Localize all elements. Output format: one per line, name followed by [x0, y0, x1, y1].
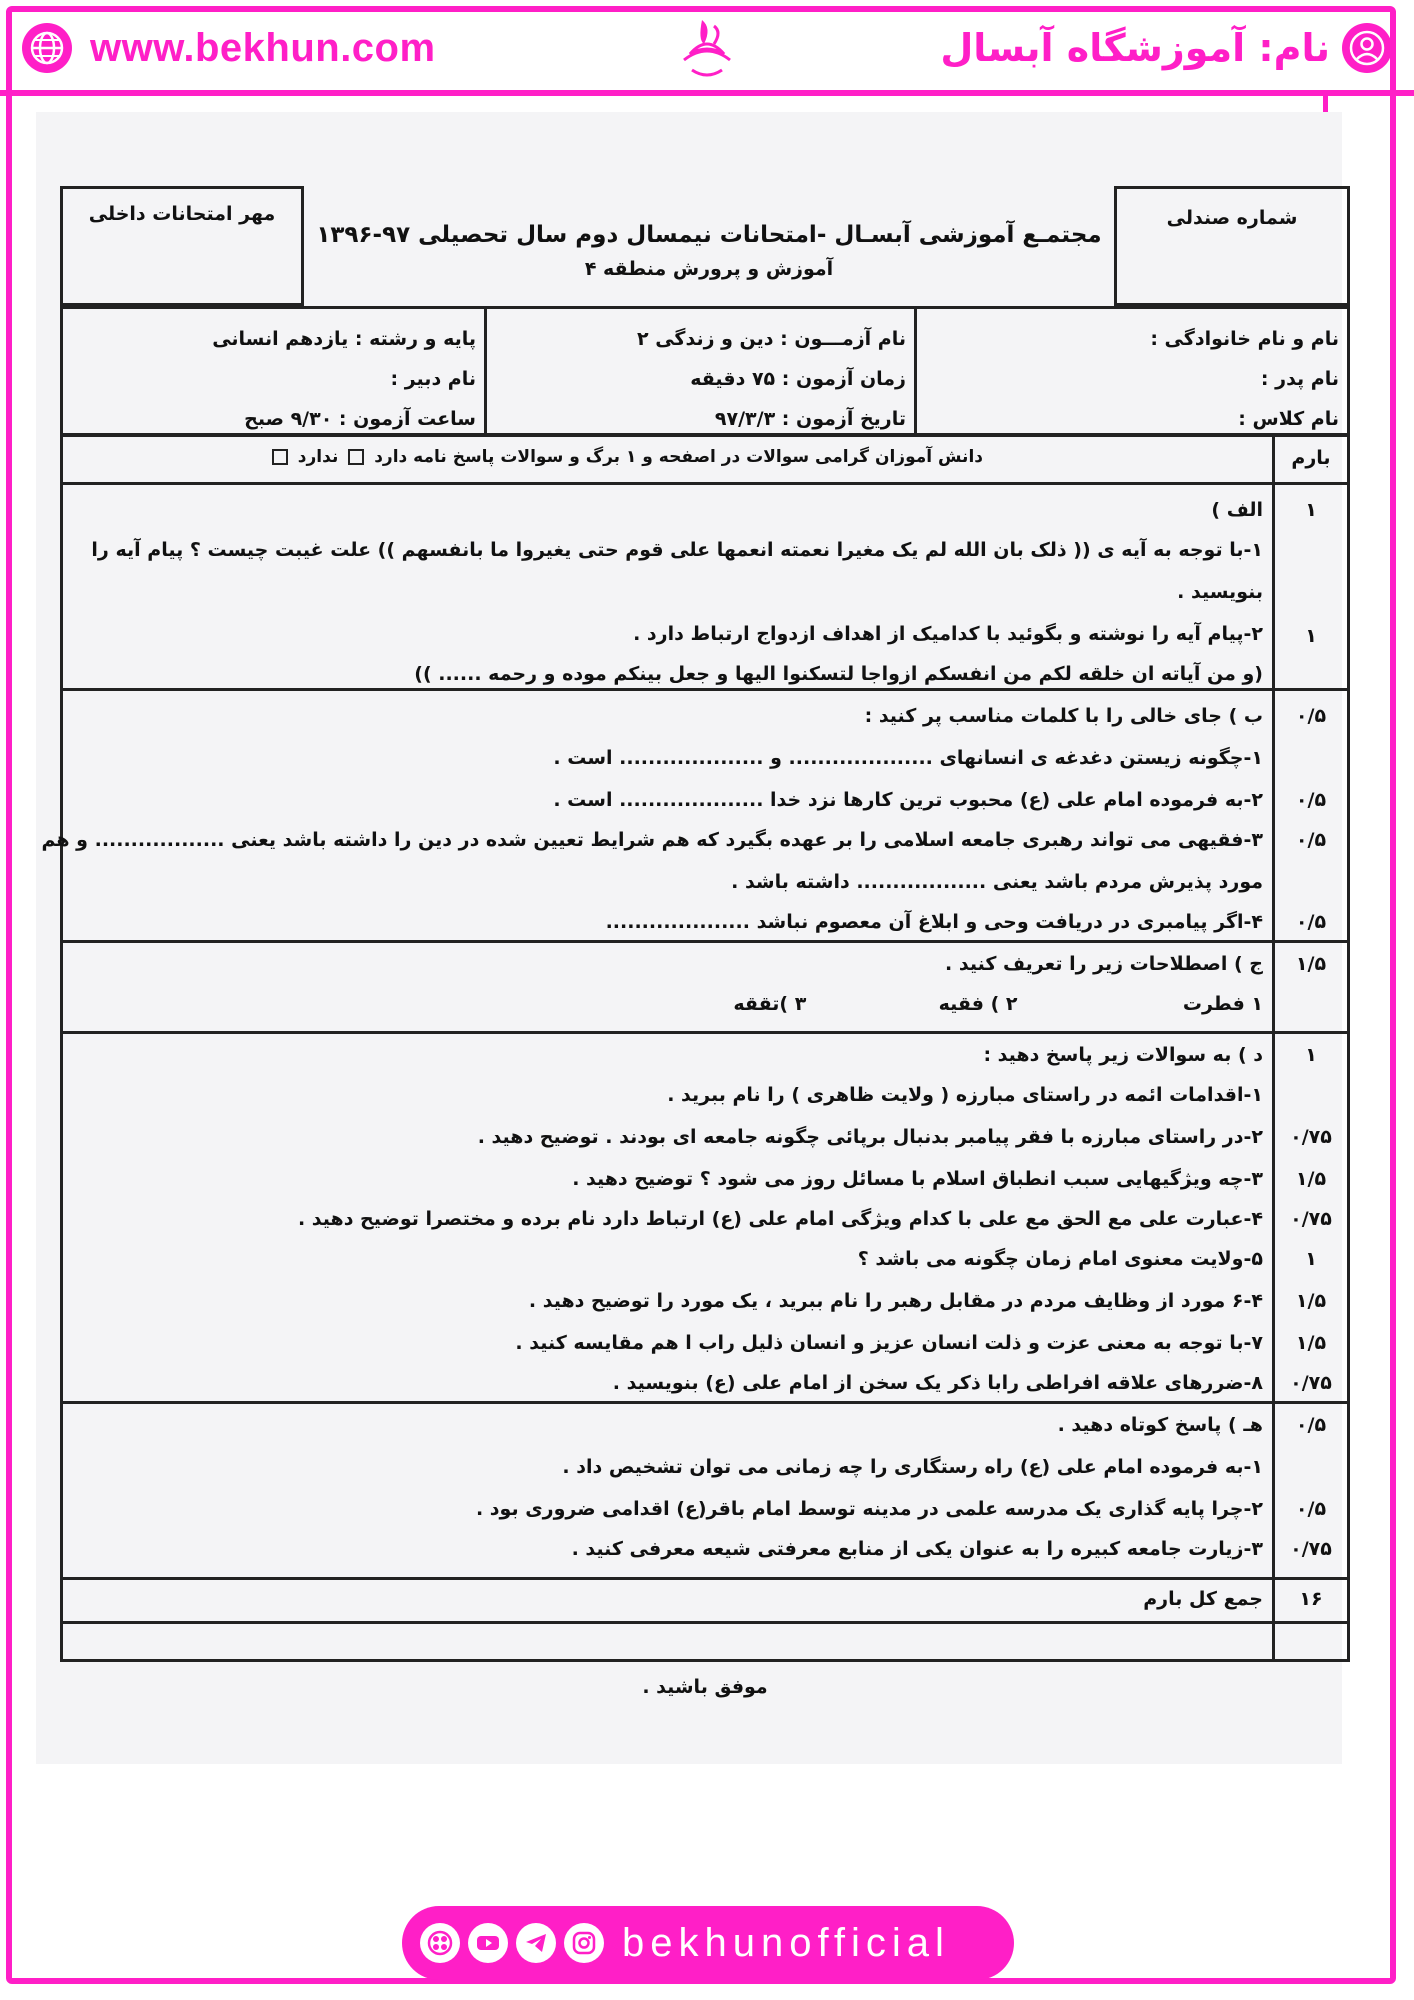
- telegram-icon[interactable]: [516, 1923, 556, 1963]
- section-c-title: ج ) اصطلاحات زیر را تعریف کنید .: [945, 953, 1263, 975]
- question-text: ۲-به فرموده امام علی (ع) محبوب ترین کارها نزد خدا .................... است .: [553, 789, 1263, 811]
- score-mark: ۱/۵: [1295, 1168, 1327, 1190]
- questions-table: [41, 434, 1350, 1662]
- score-mark: ۱/۵: [1295, 1290, 1327, 1312]
- website-text: www.bekhun.com: [90, 25, 436, 70]
- section-b-row: [41, 688, 1347, 940]
- info-exam-date: تاریخ آزمون : ۹۷/۳/۳: [714, 408, 906, 430]
- info-exam-name: نام آزمـــون : دین و زندگی ۲: [636, 328, 906, 350]
- section-d-content: [71, 1034, 1263, 1401]
- question-text: ۷-با توجه به معنی عزت و ذلت انسان عزیز و انسان ذلیل راب ا هم مقایسه کنید .: [515, 1332, 1263, 1354]
- section-a-row: [63, 482, 1347, 688]
- info-class-name: نام کلاس :: [1238, 408, 1339, 430]
- table-header-row: [63, 437, 1347, 482]
- stamp-box: [60, 186, 304, 306]
- section-e-scores: [1272, 1404, 1347, 1577]
- info-grade: پایه و رشته : یازدهم انسانی: [212, 328, 476, 350]
- section-c-content: [71, 943, 1263, 1031]
- score-mark: ۱: [1305, 625, 1317, 647]
- section-c-scores: [1272, 943, 1347, 1031]
- instagram-icon[interactable]: [564, 1923, 604, 1963]
- section-d-scores: [1272, 1034, 1347, 1401]
- bekhun-logo-icon: [662, 8, 752, 90]
- section-e-content: [71, 1404, 1263, 1577]
- total-value: ۱۶: [1272, 1580, 1347, 1621]
- checkbox-icon: [272, 449, 288, 465]
- score-mark: ۰/۵: [1295, 1414, 1327, 1436]
- closing-note: موفق باشید .: [642, 1676, 768, 1698]
- total-row: [63, 1577, 1347, 1621]
- question-text: ۴-اگر پیامبری در دریافت وحی و ابلاغ آن معصوم نباشد ....................: [605, 911, 1263, 933]
- social-handle: bekhunofficial: [622, 1920, 950, 1965]
- section-e-title: هـ ) پاسخ کوتاه دهید .: [1057, 1414, 1263, 1436]
- score-mark: ۰/۵: [1295, 829, 1327, 851]
- seat-label: شماره صندلی: [1166, 207, 1298, 229]
- exam-title: مجتمـع آموزشی آبسـال -امتحانات نیمسال دوم سال تحصیلی ۹۷-۱۳۹۶: [316, 222, 1102, 248]
- score-mark: ۰/۷۵: [1290, 1208, 1332, 1230]
- checkbox-icon: [348, 449, 364, 465]
- question-text: بنویسید .: [1177, 581, 1263, 603]
- section-d-row: [63, 1031, 1347, 1401]
- exam-title-block: [304, 186, 1114, 306]
- social-footer[interactable]: [402, 1906, 1014, 1980]
- globe-icon: [22, 23, 72, 73]
- question-text: ۳-زیارت جامعه کبیره را به عنوان یکی از منابع معرفتی شیعه معرفی کنید .: [571, 1538, 1263, 1560]
- info-father-name: نام پدر :: [1260, 368, 1339, 390]
- student-info-row: [60, 306, 1350, 436]
- score-mark: ۰/۵: [1295, 911, 1327, 933]
- info-exam-duration: زمان آزمون : ۷۵ دقیقه: [690, 368, 906, 390]
- youtube-icon[interactable]: [468, 1923, 508, 1963]
- seat-number-box: [1114, 186, 1350, 306]
- question-text: ۸-ضررهای علاقه افراطی رابا ذکر یک سخن از امام علی (ع) بنویسید .: [612, 1372, 1263, 1394]
- question-text: مورد پذیرش مردم باشد یعنی .................. داشته باشد .: [731, 871, 1263, 893]
- score-mark: ۱: [1305, 1044, 1317, 1066]
- info-exam-col: [487, 309, 917, 433]
- question-text: ۲-پیام آیه را نوشته و بگوئید با کدامیک از اهداف ازدواج ارتباط دارد .: [633, 623, 1263, 645]
- section-c-row: [63, 940, 1347, 1031]
- question-text: ۶-۴ مورد از وظایف مردم در مقابل رهبر را نام ببرید ، یک مورد را توضیح دهید .: [528, 1290, 1263, 1312]
- score-mark: ۱: [1305, 1248, 1317, 1270]
- exam-top-row: [60, 186, 1350, 306]
- exam-sheet: [41, 186, 1350, 1698]
- total-label: جمع کل بارم: [1143, 1588, 1263, 1610]
- section-d-title: د ) به سوالات زیر پاسخ دهید :: [983, 1044, 1263, 1066]
- school-name: نام: آموزشگاه آبسال: [940, 26, 1330, 70]
- question-text: ۲-چرا پایه گذاری یک مدرسه علمی در مدینه توسط امام باقر(ع) اقدامی ضروری بود .: [475, 1498, 1263, 1520]
- notice-cell: [71, 437, 1263, 482]
- total-label-cell: [71, 1580, 1263, 1621]
- question-text: ۱-اقدامات ائمه در راستای مبارزه ( ولایت ظاهری ) را نام ببرید .: [667, 1084, 1263, 1106]
- empty-row: [63, 1621, 1347, 1662]
- section-b-title: ب ) جای خالی را با کلمات مناسب پر کنید :: [864, 705, 1263, 727]
- section-e-row: [63, 1401, 1347, 1577]
- section-a-title: الف ): [1211, 499, 1263, 521]
- info-teacher: نام دبیر :: [390, 368, 476, 390]
- info-full-name: نام و نام خانوادگی :: [1150, 328, 1339, 350]
- header-bar: [0, 0, 1414, 96]
- question-text: ۱-با توجه به آیه ی (( ذلک بان الله لم یک مغیرا نعمته انعمها علی قوم حتی یغیروا ما بانفسهم )) علت غیبت چیست ؟ پیام آیه را: [91, 539, 1263, 561]
- section-b-scores: [1272, 691, 1347, 940]
- terms-list: ۱ فطرت ۲ ) فقیه ۳ )تققه: [733, 993, 1263, 1015]
- empty-score-cell: [1272, 1624, 1347, 1662]
- section-a-content: [71, 485, 1263, 688]
- notice-main: دانش آموزان گرامی سوالات در اصفحه و ۱ برگ و سوالات پاسخ نامه دارد: [374, 447, 983, 467]
- score-mark: ۱: [1305, 499, 1317, 521]
- score-header: بارم: [1272, 437, 1347, 482]
- score-mark: ۱/۵: [1295, 1332, 1327, 1354]
- score-mark: ۰/۵: [1295, 705, 1327, 727]
- info-grade-col: [63, 309, 487, 433]
- question-text: ۵-ولایت معنوی امام زمان چگونه می باشد ؟: [857, 1248, 1263, 1270]
- score-mark: ۰/۵: [1295, 789, 1327, 811]
- question-text: ۲-در راستای مبارزه با فقر پیامبر بدنبال برپائی چگونه جامعه ای بودند . توضیح دهید .: [477, 1126, 1263, 1148]
- score-mark: ۰/۵: [1295, 1498, 1327, 1520]
- score-mark: ۱/۵: [1295, 953, 1327, 975]
- website-link[interactable]: [22, 20, 436, 76]
- notice-no: ندارد: [297, 447, 339, 467]
- stamp-label: مهر امتحانات داخلی: [88, 203, 276, 225]
- info-exam-time: ساعت آزمون : ۹/۳۰ صبح: [244, 408, 476, 430]
- question-text: ۱-به فرموده امام علی (ع) راه رستگاری را چه زمانی می توان تشخیص داد .: [562, 1456, 1263, 1478]
- exam-subtitle: آموزش و پرورش منطقه ۴: [584, 258, 834, 280]
- info-student-col: [917, 309, 1347, 433]
- question-text: ۳-فقیهی می تواند رهبری جامعه اسلامی را بر عهده بگیرد که هم شرایط تعیین شده در دین را داشته باشد یعنی .................. و هم: [41, 829, 1263, 851]
- score-mark: ۰/۷۵: [1290, 1372, 1332, 1394]
- notice-text: [268, 447, 983, 467]
- score-mark: ۰/۷۵: [1290, 1126, 1332, 1148]
- question-text: ۳-چه ویژگیهایی سبب انطباق اسلام با مسائل روز می شود ؟ توضیح دهید .: [572, 1168, 1263, 1190]
- user-icon: [1342, 23, 1392, 73]
- question-text: (و من آیاته ان خلقه لکم من انفسکم ازواجا لتسکنوا الیها و جعل بینکم موده و رحمه ...... )): [414, 663, 1263, 685]
- score-mark: ۰/۷۵: [1290, 1538, 1332, 1560]
- question-text: ۱-چگونه زیستن دغدغه ی انسانهای .................... و .................... است .: [553, 747, 1263, 769]
- section-a-scores: [1272, 485, 1347, 688]
- aparat-icon[interactable]: [420, 1923, 460, 1963]
- section-b-content: [41, 691, 1263, 940]
- school-name-block: [940, 20, 1392, 76]
- question-text: ۴-عبارت علی مع الحق مع علی با کدام ویژگی امام علی (ع) ارتباط دارد نام برده و مختصرا توضیح دهید .: [297, 1208, 1263, 1230]
